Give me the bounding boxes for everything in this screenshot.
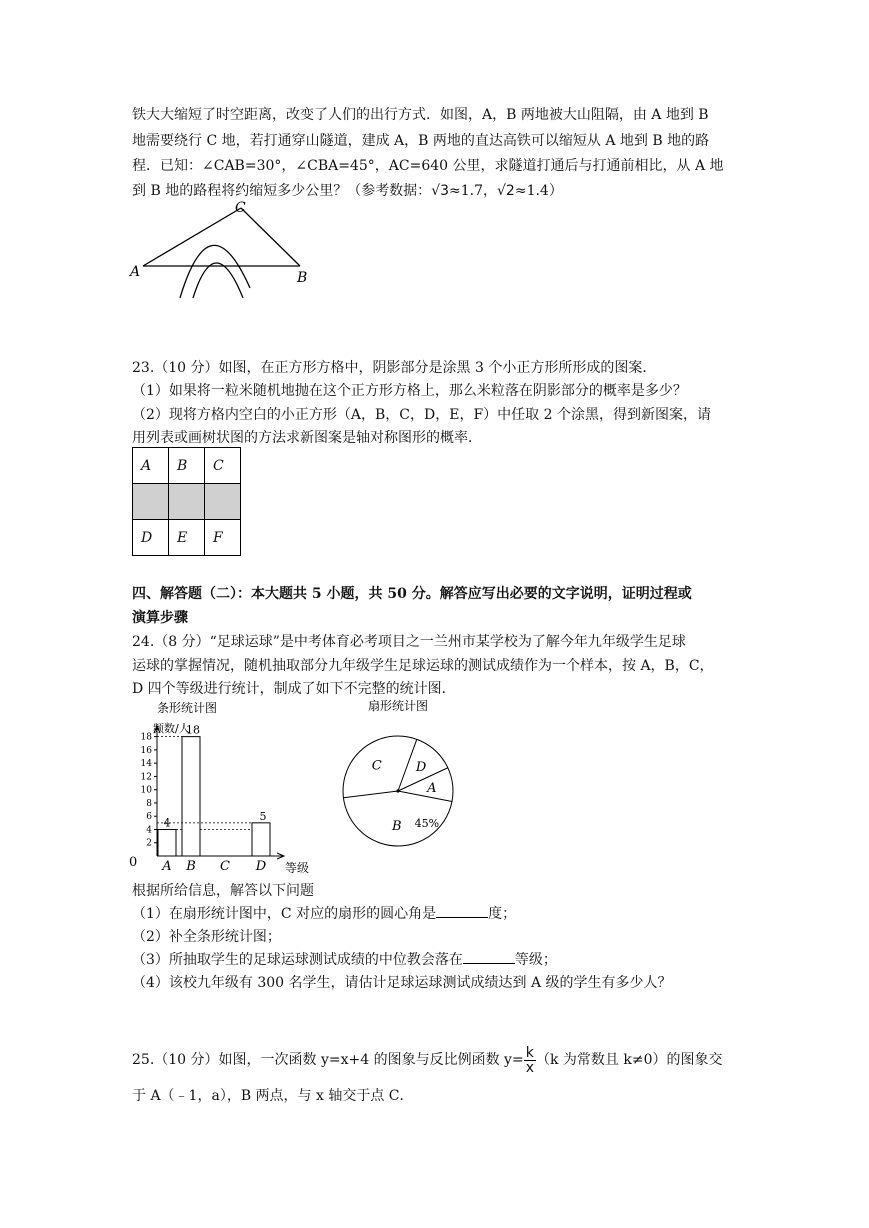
p24-q3 (132, 949, 557, 971)
cell-b: B (169, 448, 205, 484)
shaded-cell (169, 484, 205, 520)
pie-percent-label: 45% (414, 817, 440, 831)
p22-line2: 地需要绕行 C 地，若打通穿山隧道，建成 A，B 两地的直达高铁可以缩短从 A 地到 B 地的路 (132, 133, 710, 149)
bar-chart-ylabel: 频数/人 (153, 722, 190, 735)
pie-slice-label-B: B (392, 819, 402, 835)
pie-slice-label-D: D (415, 759, 427, 775)
frac-denominator: x (525, 1059, 534, 1076)
p24-line1: 24.（8 分）“足球运球”是中考体育必考项目之一兰州市某学校为了解今年九年级学生足球 (132, 634, 686, 650)
shaded-cell (133, 484, 169, 520)
frac-numerator: k (524, 1046, 536, 1061)
bar-data-label: 4 (163, 816, 171, 830)
sqrt2: √2 (497, 183, 515, 199)
x-category-label: D (255, 859, 267, 874)
triangle-mountain-figure (125, 198, 325, 303)
approx2: ≈1.4） (514, 183, 563, 199)
y-tick-label: 8 (146, 798, 152, 809)
bar-chart-xlabel: 等级 (285, 861, 310, 875)
p24-q2: （2）补全条形统计图； (132, 929, 281, 945)
pie-chart (338, 696, 468, 856)
y-tick-label: 10 (140, 785, 152, 796)
cell-e: E (169, 520, 205, 556)
cell-c: C (205, 448, 241, 484)
section4-heading-line1: 四、解答题（二）：本大题共 5 小题，共 50 分。解答应写出必要的文字说明，证明过程或 (132, 586, 692, 602)
p22-line3: 程．已知：∠CAB=30°，∠CBA=45°，AC=640 公里，求隧道打通后与打通前相比，从 A 地 (132, 158, 724, 174)
cell-d: D (133, 520, 169, 556)
answer-blank-2 (463, 949, 515, 964)
x-category-label: A (162, 859, 172, 874)
p24-line2: 运球的掌握情况，随机抽取部分九年级学生足球运球的测试成绩作为一个样本，按 A，B，C， (132, 658, 714, 674)
pie-chart-title: 扇形统计图 (368, 699, 429, 713)
pie-slice-label-C: C (371, 758, 382, 774)
x-category-label: B (186, 859, 196, 874)
p25-line2: 于 A（﹣1，a），B 两点，与 x 轴交于点 C． (132, 1088, 414, 1104)
bar-chart-title: 条形统计图 (157, 701, 218, 715)
label-c: C (235, 200, 246, 216)
square-grid (132, 447, 241, 556)
y-tick-label: 0 (129, 855, 138, 870)
y-tick-label: 12 (140, 772, 152, 783)
y-tick-label: 18 (140, 732, 152, 743)
y-tick-label: 4 (146, 825, 152, 836)
y-tick-label: 16 (140, 745, 152, 756)
cell-a: A (133, 448, 169, 484)
p24-q1 (132, 903, 516, 925)
p24-q1-pre: （1）在扇形统计图中，C 对应的扇形的圆心角是 (132, 906, 437, 922)
approx1: ≈1.7， (449, 183, 498, 199)
p24-q3-post: 等级； (514, 952, 557, 968)
section4-heading-line2: 演算步骤 (132, 610, 188, 626)
p24-after: 根据所给信息，解答以下问题 (132, 883, 314, 899)
p24-q1-post: 度； (488, 906, 517, 922)
p25-line1 (132, 1045, 723, 1075)
label-b: B (297, 270, 308, 286)
pie-center (396, 789, 399, 792)
bar-B (182, 737, 200, 856)
y-tick-label: 14 (140, 759, 152, 770)
sqrt3: √3 (431, 183, 450, 199)
p23-line1: 23.（10 分）如图，在正方形方格中，阴影部分是涂黑 3 个小正方形所形成的图案． (132, 360, 657, 376)
p24-q3-pre: （3）所抽取学生的足球运球测试成绩的中位教会落在 (132, 952, 463, 968)
pie-slice-label-A: A (427, 780, 437, 796)
cell-f: F (205, 520, 241, 556)
bar-data-label: 5 (259, 809, 267, 823)
bar-D (252, 823, 270, 856)
p23-line4: 用列表或画树状图的方法求新图案是轴对称图形的概率． (132, 430, 482, 446)
p25-line1-post: （k 为常数且 k≠0）的图象交 (536, 1052, 723, 1068)
p25-line1-pre: 25.（10 分）如图，一次函数 y=x+4 的图象与反比例函数 y= (132, 1052, 524, 1068)
shaded-cell (205, 484, 241, 520)
p24-q4: （4）该校九年级有 300 名学生，请估计足球运球测试成绩达到 A 级的学生有多少人？ (132, 975, 672, 991)
p23-line2: （1）如果将一粒米随机地抛在这个正方形方格上，那么米粒落在阴影部分的概率是多少？ (132, 383, 687, 399)
p24-line3: D 四个等级进行统计，制成了如下不完整的统计图． (132, 681, 456, 697)
p22-line1: 铁大大缩短了时空距离，改变了人们的出行方式．如图，A，B 两地被大山阻隔，由 A 地到 B (132, 107, 709, 123)
y-tick-label: 6 (146, 812, 152, 823)
x-category-label: C (220, 859, 230, 874)
p22-line4-text: 到 B 地的路程将约缩短多少公里？（参考数据： (132, 183, 432, 199)
answer-blank-1 (436, 903, 488, 918)
fraction-k-over-x (524, 1046, 536, 1075)
y-tick-label: 2 (146, 838, 152, 849)
p23-line3: （2）现将方格内空白的小正方形（A，B，C，D，E，F）中任取 2 个涂黑，得到新图案，请 (132, 407, 711, 423)
bar-chart (125, 700, 325, 880)
bar-A (158, 829, 176, 856)
label-a: A (130, 264, 141, 280)
bar-data-label: 18 (186, 723, 200, 737)
